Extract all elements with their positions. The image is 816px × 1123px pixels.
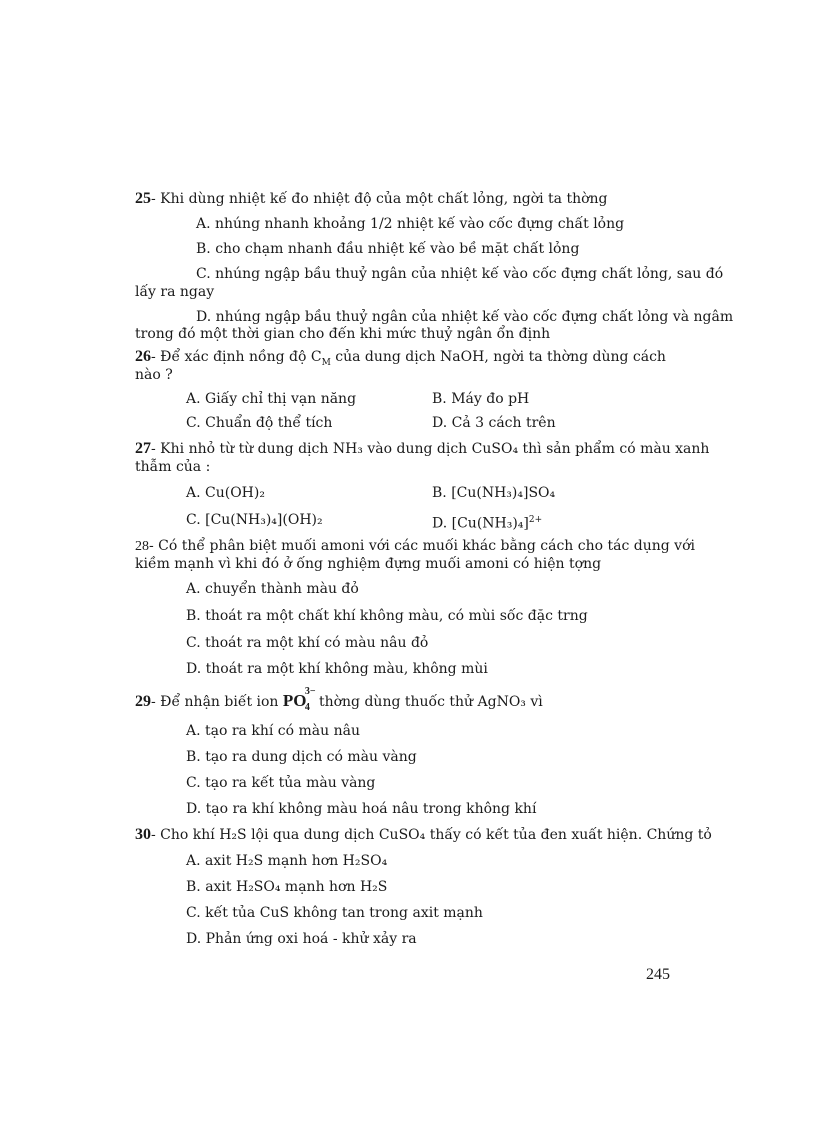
option-d: D. tạo ra khí không màu hoá nâu trong không khí — [186, 801, 537, 817]
question-text: - Cho khí H₂S lội qua dung dịch CuSO₄ thấy có kết tủa đen xuất hiện. Chứng tỏ — [151, 827, 712, 843]
question-29-stem — [135, 686, 543, 713]
question-27-stem-cont: thẫm của : — [135, 459, 211, 475]
option-b: B. axit H₂SO₄ mạnh hơn H₂S — [186, 879, 388, 895]
option-b: B. tạo ra dung dịch có màu vàng — [186, 749, 417, 765]
option-d: D. Phản ứng oxi hoá - khử xảy ra — [186, 931, 417, 947]
option-d-cont: trong đó một thời gian cho đến khi mức thuỷ ngân ổn định — [135, 326, 551, 342]
option-a: A. tạo ra khí có màu nâu — [186, 723, 360, 739]
question-30-stem — [135, 826, 712, 844]
ion-charge: 3− — [304, 686, 316, 697]
option-b: B. Máy đo pH — [432, 391, 530, 407]
option-d: D. thoát ra một khí không màu, không mùi — [186, 661, 488, 677]
question-26-stem-cont: nào ? — [135, 367, 173, 383]
question-number: 25 — [135, 190, 151, 207]
option-a: A. axit H₂S mạnh hơn H₂SO₄ — [186, 853, 388, 869]
question-number: 26 — [135, 348, 151, 365]
option-a: A. Giấy chỉ thị vạn năng — [186, 391, 357, 407]
option-b: B. [Cu(NH₃)₄]SO₄ — [432, 485, 556, 501]
question-27-stem — [135, 440, 709, 458]
question-text-cont: thờng dùng thuốc thử AgNO₃ vì — [314, 694, 543, 710]
phosphate-ion — [282, 686, 316, 713]
question-text: - Có thể phân biệt muối amoni với các muối khác bằng cách cho tác dụng với — [149, 538, 695, 554]
question-text: - Khi nhỏ từ từ dung dịch NH₃ vào dung dịch CuSO₄ thì sản phẩm có màu xanh — [151, 441, 710, 457]
option-c: C. thoát ra một khí có màu nâu đỏ — [186, 635, 429, 651]
option-b: B. thoát ra một chất khí không màu, có mùi sốc đặc trng — [186, 608, 588, 624]
option-c: C. Chuẩn độ thể tích — [186, 415, 333, 431]
question-28-stem-cont: kiềm mạnh vì khi đó ở ống nghiệm đựng muối amoni có hiện tợng — [135, 556, 602, 572]
question-number: 28 — [135, 539, 149, 554]
question-28-stem — [135, 537, 695, 556]
option-d: D. Cả 3 cách trên — [432, 415, 556, 431]
option-c: C. nhúng ngập bầu thuỷ ngân của nhiệt kế vào cốc đựng chất lỏng, sau đó — [196, 266, 724, 282]
subscript: M — [321, 357, 331, 368]
option-c: C. [Cu(NH₃)₄](OH)₂ — [186, 512, 323, 528]
question-text-cont: của dung dịch NaOH, ngời ta thờng dùng cách — [330, 349, 666, 365]
option-d-text: D. [Cu(NH₃)₄] — [432, 515, 529, 532]
option-d: D. nhúng ngập bầu thuỷ ngân của nhiệt kế vào cốc đựng chất lỏng và ngâm — [196, 309, 734, 325]
option-b: B. cho chạm nhanh đầu nhiệt kế vào bề mặt chất lỏng — [196, 241, 580, 257]
option-c: C. tạo ra kết tủa màu vàng — [186, 775, 376, 791]
question-26-stem — [135, 348, 666, 372]
ion-subscript: 4 — [304, 702, 310, 713]
question-text: - Khi dùng nhiệt kế đo nhiệt độ của một chất lỏng, ngời ta thờng — [151, 191, 608, 207]
option-a: A. Cu(OH)₂ — [186, 485, 265, 501]
option-c-cont: lấy ra ngay — [135, 284, 215, 300]
page-number: 245 — [646, 966, 670, 983]
option-a: A. chuyển thành màu đỏ — [186, 581, 359, 597]
option-d — [432, 511, 542, 533]
question-text: - Để xác định nồng độ C — [151, 349, 322, 365]
question-text: - Để nhận biết ion — [151, 694, 283, 710]
question-25-stem — [135, 190, 608, 208]
option-c: C. kết tủa CuS không tan trong axit mạnh — [186, 905, 483, 921]
superscript: 2+ — [528, 515, 543, 525]
question-number: 27 — [135, 440, 151, 457]
question-number: 29 — [135, 693, 151, 710]
question-number: 30 — [135, 826, 151, 843]
ion-symbol: PO — [282, 691, 307, 710]
option-a: A. nhúng nhanh khoảng 1/2 nhiệt kế vào cốc đựng chất lỏng — [196, 216, 625, 232]
